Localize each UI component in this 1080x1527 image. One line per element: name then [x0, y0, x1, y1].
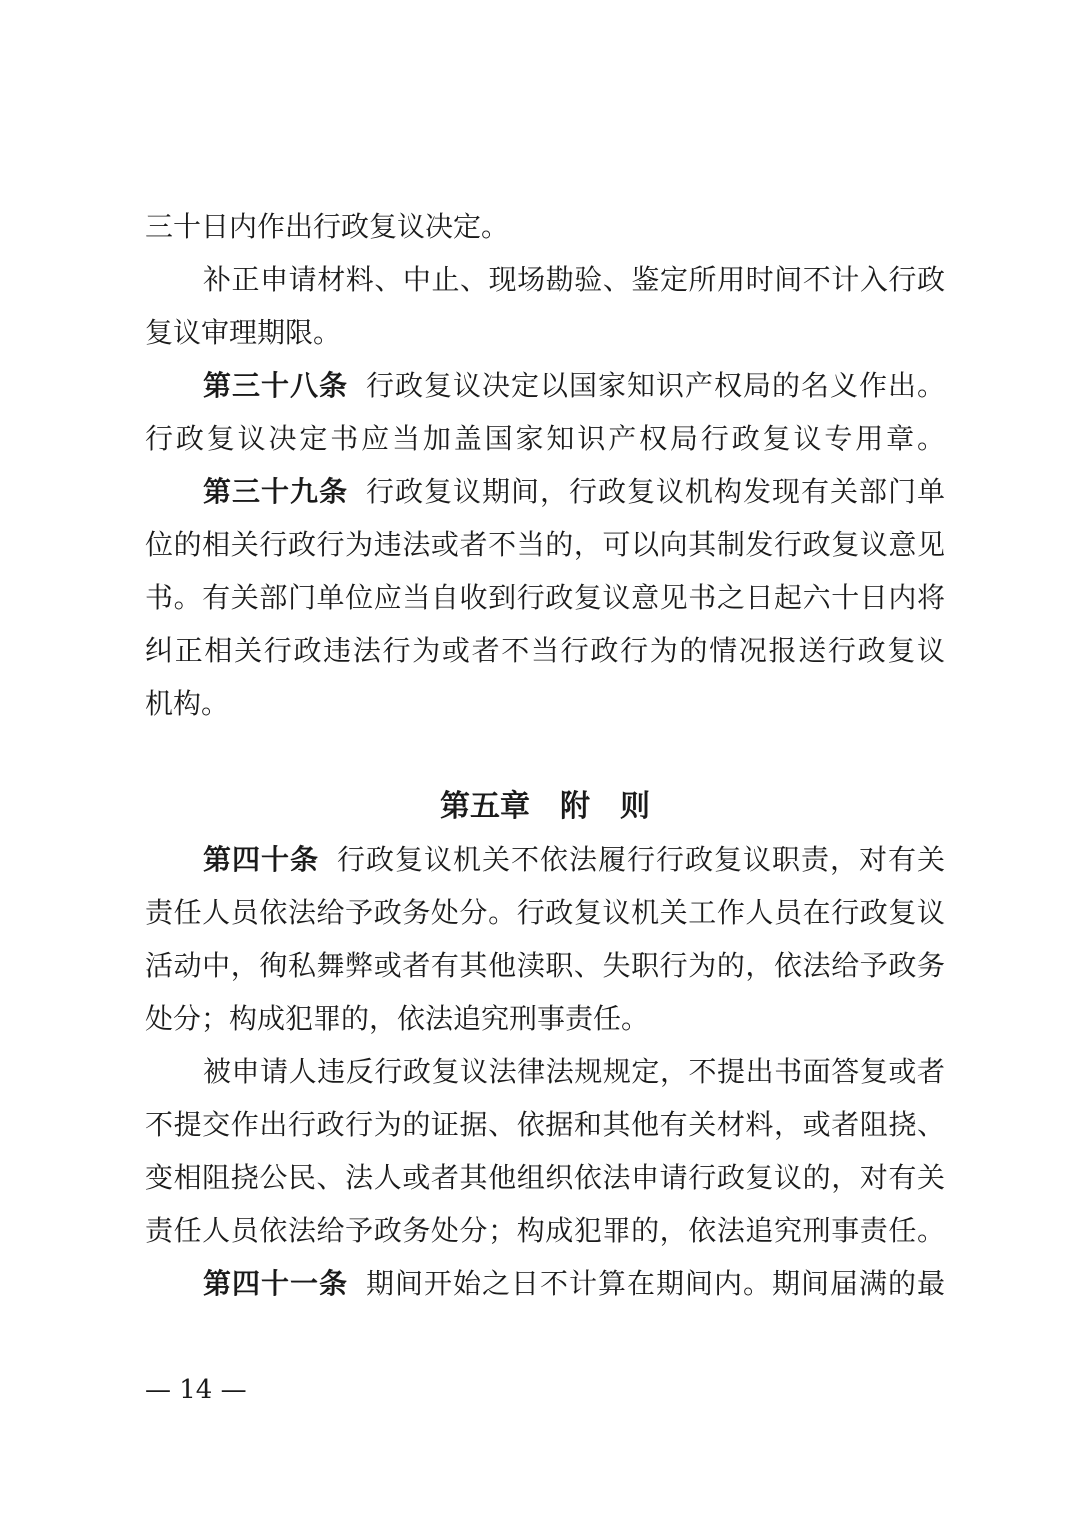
text-line: 位的相关行政行为违法或者不当的，可以向其制发行政复议意见 — [145, 528, 945, 561]
article-40-line — [203, 833, 945, 886]
text-line — [145, 992, 649, 1045]
chapter-title-part: 附 — [560, 789, 590, 824]
page-number: — 14 — — [145, 1375, 247, 1405]
text-line: 活动中，徇私舞弊或者有其他渎职、失职行为的，依法给予政务 — [145, 949, 945, 982]
text-line: 行政复议决定书应当加盖国家知识产权局行政复议专用章。 — [145, 422, 945, 455]
text-line: 补正申请材料、中止、现场勘验、鉴定所用时间不计入行政 — [203, 263, 945, 296]
text-line — [145, 200, 509, 253]
text-line: 责任人员依法给予政务处分。行政复议机关工作人员在行政复议 — [145, 896, 945, 929]
text-line: 不提交作出行政行为的证据、依据和其他有关材料，或者阻挠、 — [145, 1108, 945, 1141]
article-heading: 第四十条 — [203, 843, 319, 876]
article-38-line — [203, 359, 945, 412]
chapter-number: 第五章 — [440, 789, 530, 824]
article-heading: 第三十九条 — [203, 475, 348, 508]
chapter-heading — [145, 780, 945, 833]
text: 机构。 — [145, 687, 230, 720]
text-line — [145, 677, 229, 730]
text: 行政复议决定以国家知识产权局的名义作出。 — [366, 369, 945, 402]
text-line: 书。有关部门单位应当自收到行政复议意见书之日起六十日内将 — [145, 581, 945, 614]
article-41-line — [203, 1257, 945, 1310]
text: 复议审理期限。 — [145, 316, 342, 349]
text: 处分；构成犯罪的，依法追究刑事责任。 — [145, 1002, 650, 1035]
article-39-line — [203, 465, 945, 518]
text-line: 被申请人违反行政复议法律法规规定，不提出书面答复或者 — [203, 1055, 945, 1088]
text: 期间开始之日不计算在期间内。期间届满的最 — [366, 1267, 945, 1300]
article-heading: 第四十一条 — [203, 1267, 348, 1300]
text-line: 纠正相关行政违法行为或者不当行政行为的情况报送行政复议 — [145, 634, 945, 667]
text-line: 变相阻挠公民、法人或者其他组织依法申请行政复议的，对有关 — [145, 1161, 945, 1194]
text-line — [145, 306, 341, 359]
text: 行政复议期间，行政复议机构发现有关部门单 — [366, 475, 945, 508]
text: 行政复议机关不依法履行行政复议职责，对有关 — [337, 843, 945, 876]
text-line: 责任人员依法给予政务处分；构成犯罪的，依法追究刑事责任。 — [145, 1214, 945, 1247]
chapter-title-part: 则 — [620, 789, 650, 824]
article-heading: 第三十八条 — [203, 369, 348, 402]
text: 三十日内作出行政复议决定。 — [145, 210, 510, 243]
